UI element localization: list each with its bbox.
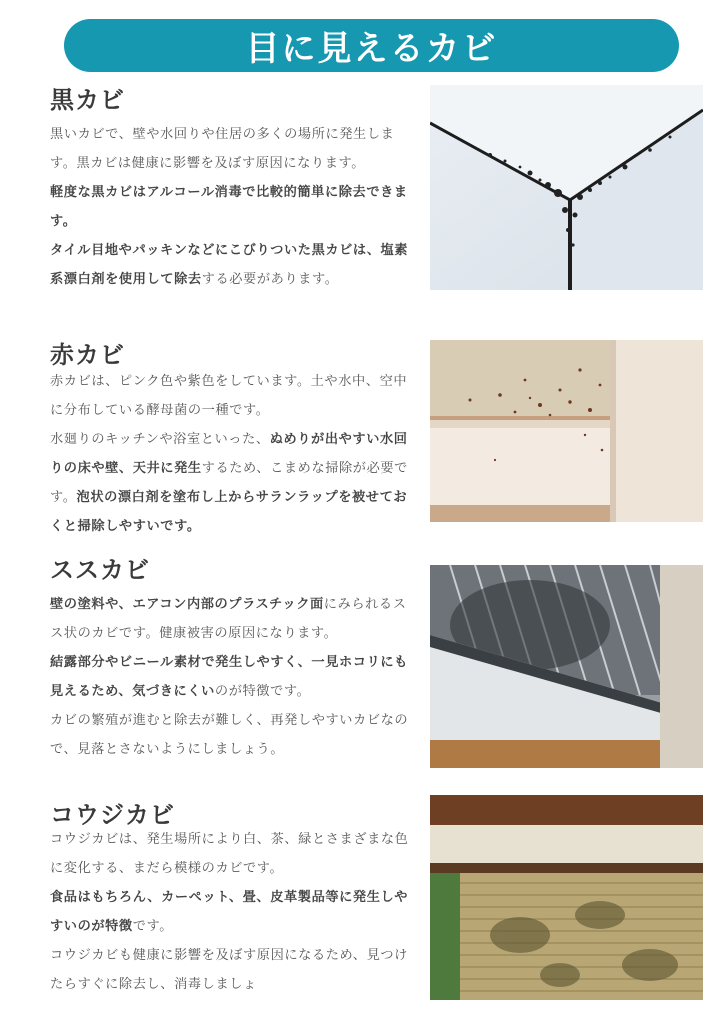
paragraph <box>50 367 415 425</box>
black-mold-corner-photo <box>430 85 703 290</box>
soot-mold-aircon-photo <box>430 565 703 768</box>
section-heading: 赤カビ <box>50 341 125 369</box>
koji-mold-tatami-photo <box>430 795 703 1000</box>
section-heading: コウジカビ <box>50 801 175 829</box>
section-red-mold <box>0 335 724 540</box>
body-text: 水廻りのキッチンや浴室といった、 <box>50 432 270 447</box>
paragraph <box>50 425 415 541</box>
body-text: するため、こまめな掃除が必要です。 <box>50 461 408 505</box>
section-body <box>50 367 415 541</box>
paragraph <box>50 120 415 178</box>
emphasized-text: 軽度な黒カビはアルコール消毒で比較的簡単に除去できます。 <box>50 185 408 229</box>
paragraph <box>50 883 415 941</box>
emphasized-text: 食品はもちろん、カーペット、畳、皮革製品等に発生しやすいのが特徴 <box>50 890 409 934</box>
paragraph <box>50 825 415 883</box>
body-text: 黒いカビで、壁や水回りや住居の多くの場所に発生します。黒カビは健康に影響を及ぼす原因になります。 <box>50 127 395 171</box>
section-heading: 黒カビ <box>50 86 125 114</box>
body-text: コウジカビも健康に影響を及ぼす原因になるため、見つけたらすぐに除去し、消毒しましょ <box>50 948 408 992</box>
paragraph <box>50 648 415 706</box>
section-body <box>50 590 415 764</box>
emphasized-text: 壁の塗料や、エアコン内部のプラスチック面 <box>50 597 324 612</box>
emphasized-text: ぬめりが出やすい水回りの床や壁、天井に発生 <box>50 432 408 476</box>
paragraph <box>50 236 415 294</box>
page-title: 目に見えるカビ <box>245 29 498 69</box>
section-soot-mold <box>0 550 724 775</box>
body-text: にみられるスス状のカビです。健康被害の原因になります。 <box>50 597 407 641</box>
section-heading: ススカビ <box>50 556 150 584</box>
paragraph <box>50 706 415 764</box>
body-text: する必要があります。 <box>201 272 339 287</box>
body-text: コウジカビは、発生場所により白、茶、緑とさまざまな色に変化する、まだら模様のカビです。 <box>50 832 409 876</box>
emphasized-text: タイル目地やパッキンなどにこびりついた黒カビは、塩素系漂白剤を使用して除去 <box>50 243 409 287</box>
paragraph <box>50 178 415 236</box>
section-body <box>50 120 415 294</box>
body-text: です。 <box>132 919 174 934</box>
section-koji-mold <box>0 795 724 1005</box>
body-text: のが特徴です。 <box>214 684 311 699</box>
emphasized-text: 結露部分やビニール素材で発生しやすく、一見ホコリにも見えるため、気づきにくい <box>50 655 408 699</box>
red-mold-baseboard-photo <box>430 340 703 522</box>
paragraph <box>50 941 415 999</box>
body-text: 赤カビは、ピンク色や紫色をしています。土や水中、空中に分布している酵母菌の一種です。 <box>50 374 408 418</box>
title-banner <box>64 19 679 72</box>
section-body <box>50 825 415 999</box>
section-black-mold <box>0 80 724 310</box>
emphasized-text: 泡状の漂白剤を塗布し上からサランラップを被せておくと掃除しやすいです。 <box>50 490 408 534</box>
body-text: カビの繁殖が進むと除去が難しく、再発しやすいカビなので、見落とさないようにしましょう。 <box>50 713 409 757</box>
paragraph <box>50 590 415 648</box>
